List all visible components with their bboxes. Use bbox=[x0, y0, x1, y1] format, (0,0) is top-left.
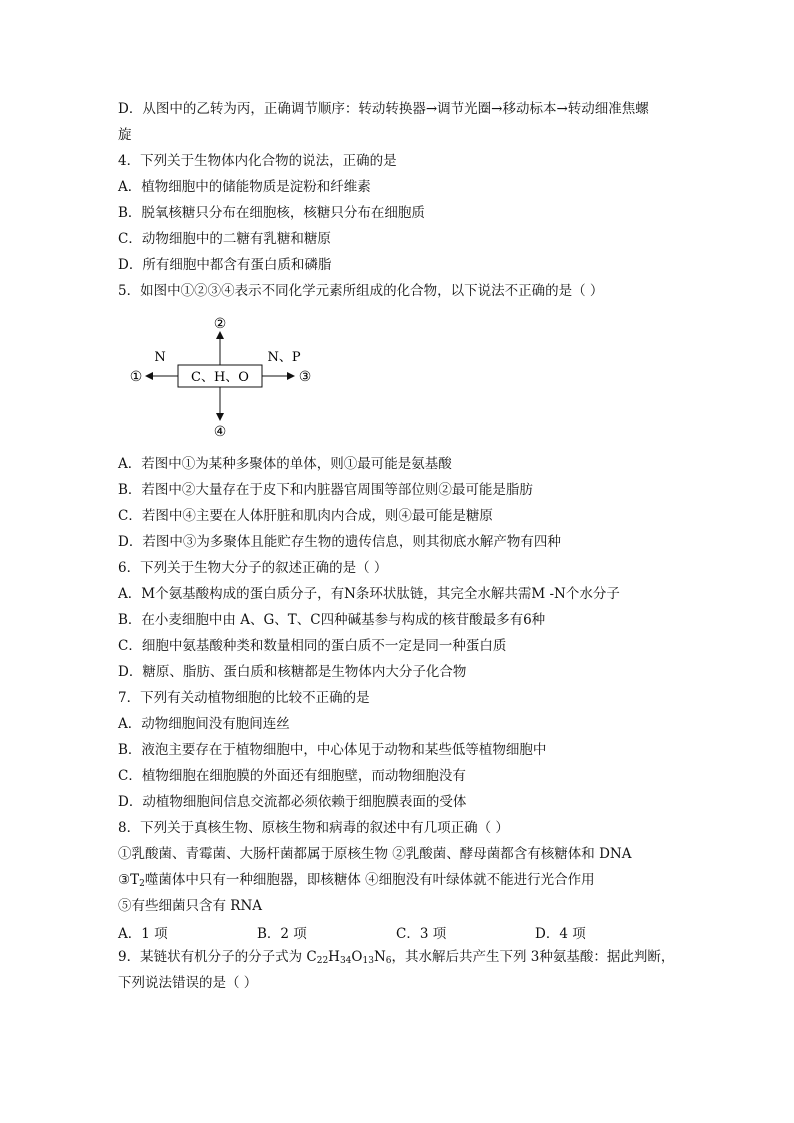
q3-option-d-line1: D．从图中的乙转为丙，正确调节顺序：转动转换器→调节光圈→移动标本→转动细准焦螺 bbox=[118, 101, 649, 117]
q7-option-d: D．动植物细胞间信息交流都必须依赖于细胞膜表面的受体 bbox=[118, 794, 467, 810]
q5-option-d: D．若图中③为多聚体且能贮存生物的遗传信息，则其彻底水解产物有四种 bbox=[118, 534, 561, 550]
q8-statements-line1: ①乳酸菌、青霉菌、大肠杆菌都属于原核生物 ②乳酸菌、酵母菌都含有核糖体和 DNA bbox=[118, 846, 632, 862]
compound-1-label: ① bbox=[129, 369, 143, 385]
q9-stem-line2: 下列说法错误的是（ ） bbox=[118, 975, 258, 991]
element-n-label: N bbox=[154, 350, 166, 365]
q4-option-c: C．动物细胞中的二糖有乳糖和糖原 bbox=[118, 231, 331, 247]
q4-option-d: D．所有细胞中都含有蛋白质和磷脂 bbox=[118, 257, 332, 273]
q5-option-c: C．若图中④主要在人体肝脏和肌肉内合成，则④最可能是糖原 bbox=[118, 508, 493, 524]
q8-option-b: B．2 项 bbox=[257, 926, 307, 942]
q7-option-c: C．植物细胞在细胞膜的外面还有细胞壁，而动物细胞没有 bbox=[118, 768, 466, 784]
q5-stem: 5．如图中①②③④表示不同化学元素所组成的化合物，以下说法不正确的是（ ） bbox=[118, 283, 604, 299]
compound-3-label: ③ bbox=[298, 369, 312, 385]
center-label: C、H、O bbox=[191, 370, 249, 385]
q7-option-a: A．动物细胞间没有胞间连丝 bbox=[118, 716, 290, 732]
q9-stem-line1: 9．某链状有机分子的分子式为 $C_{22}H_{34}O_{13}N_6$，其水解后共产生下列 3种氨基酸：据此判断， bbox=[118, 949, 675, 966]
q5-element-diagram bbox=[118, 310, 368, 440]
q8-stem: 8．下列关于真核生物、原核生物和病毒的叙述中有几项正确（ ） bbox=[118, 820, 509, 836]
q6-option-c: C．细胞中氨基酸种类和数量相同的蛋白质不一定是同一种蛋白质 bbox=[118, 638, 507, 654]
q5-option-a: A．若图中①为某种多聚体的单体，则①最可能是氨基酸 bbox=[118, 456, 452, 472]
q6-option-d: D．糖原、脂肪、蛋白质和核糖都是生物体内大分子化合物 bbox=[118, 664, 467, 680]
q3-option-d-line2: 旋 bbox=[118, 127, 132, 143]
q6-stem: 6．下列关于生物大分子的叙述正确的是（ ） bbox=[118, 560, 388, 576]
compound-4-label: ④ bbox=[213, 424, 227, 440]
compound-2-label: ② bbox=[213, 316, 227, 332]
q8-option-a: A．1 项 bbox=[118, 926, 168, 942]
q4-option-a: A．植物细胞中的储能物质是淀粉和纤维素 bbox=[118, 179, 371, 195]
element-np-label: N、P bbox=[267, 350, 301, 365]
q4-option-b: B．脱氧核糖只分布在细胞核，核糖只分布在细胞质 bbox=[118, 205, 425, 221]
q7-option-b: B．液泡主要存在于植物细胞中，中心体见于动物和某些低等植物细胞中 bbox=[118, 742, 547, 758]
q4-stem: 4．下列关于生物体内化合物的说法，正确的是 bbox=[118, 153, 397, 169]
q8-options-row bbox=[118, 922, 678, 940]
q6-option-b: B．在小麦细胞中由 A、G、T、C四种碱基参与构成的核苷酸最多有6种 bbox=[118, 612, 546, 628]
q5-option-b: B．若图中②大量存在于皮下和内脏器官周围等部位则②最可能是脂肪 bbox=[118, 482, 533, 498]
q8-statements-line3: ⑤有些细菌只含有 RNA bbox=[118, 898, 263, 914]
q8-statements-line2: $③T_2$噬菌体中只有一种细胞器，即核糖体 ④细胞没有叶绿体就不能进行光合作用 bbox=[118, 872, 595, 889]
q8-option-c: C．3 项 bbox=[396, 926, 447, 942]
q7-stem: 7．下列有关动植物细胞的比较不正确的是 bbox=[118, 690, 370, 706]
q8-option-d: D．4 项 bbox=[535, 926, 586, 942]
q6-option-a: A．M个氨基酸构成的蛋白质分子，有N条环状肽链，其完全水解共需M -N个水分子 bbox=[118, 586, 620, 602]
